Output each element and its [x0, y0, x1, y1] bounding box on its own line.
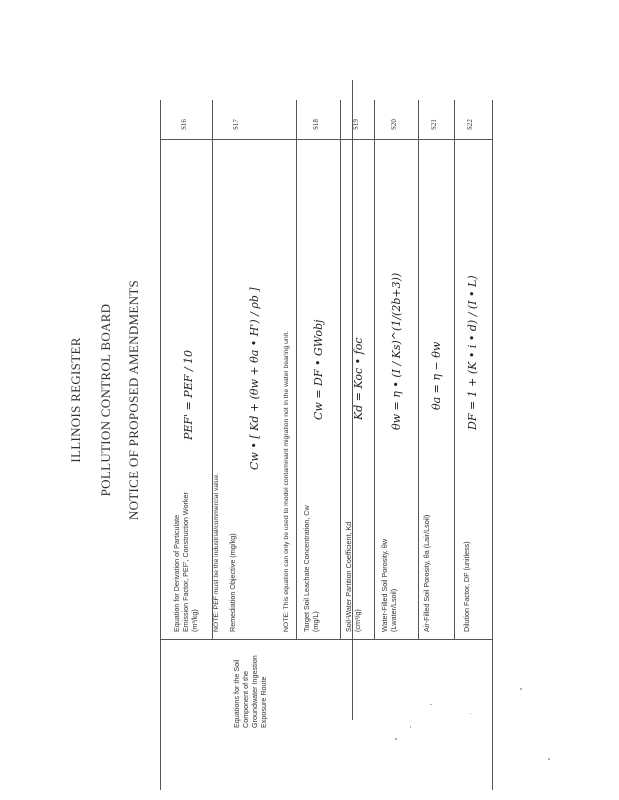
equation-s16: PEF' = PEF / 10 — [182, 349, 195, 440]
notice-title: NOTICE OF PROPOSED AMENDMENTS — [126, 279, 141, 521]
param-s17: Remediation Objective (mg/kg) — [228, 533, 237, 632]
board-title: POLLUTION CONTROL BOARD — [98, 303, 113, 497]
param-s22: Dilution Factor, DF (unitless) — [462, 541, 471, 632]
param-s20: Water-Filled Soil Porosity, θw (Lwater/Lsoil) — [380, 538, 398, 632]
scan-speck — [410, 726, 411, 728]
column-divider-1 — [160, 639, 492, 640]
equation-s19: Kd = Koc • foc — [352, 337, 365, 420]
column-divider-2 — [160, 139, 492, 140]
scan-speck — [395, 738, 397, 740]
param-s19: Soil-Water Partition Coefficient, Kd (cm³/g) — [344, 521, 362, 632]
note-s16: NOTE: PEF must be the industrial/commercial value. — [213, 472, 220, 632]
row-divider-6 — [454, 100, 455, 640]
equation-s22: DF = 1 + (K • i • d) / (I • L) — [466, 275, 479, 430]
equation-s18: Cw = DF • GWobj — [312, 319, 325, 420]
equation-s20: θw = η • (I / Ks)^(1/(2b+3)) — [390, 272, 403, 430]
table-bottom-rule — [492, 100, 493, 790]
param-s18: Target Soil Leachate Concentration, Cw (mg/L) — [302, 505, 320, 632]
note-s17: NOTE: This equation can only be used to model contaminant migration not in the water bearing unit. — [283, 331, 290, 632]
register-title: ILLINOIS REGISTER — [68, 337, 83, 463]
row-number-s18: S18 — [312, 119, 320, 130]
row-number-s22: S22 — [466, 119, 474, 130]
table-top-rule — [160, 100, 161, 790]
row-number-s17: S17 — [232, 119, 240, 130]
section-label: Equations for the Soil Component of the Groundwater Ingestion Exposure Route — [232, 655, 268, 728]
row-number-s19: S19 — [352, 119, 360, 130]
row-number-s21: S21 — [430, 119, 438, 130]
row-divider-3 — [340, 100, 341, 640]
equation-s21: θa = η − θw — [430, 341, 443, 410]
row-number-s20: S20 — [390, 119, 398, 130]
row-number-s16: S16 — [180, 119, 188, 130]
equation-s17: Cw • [ Kd + (θw + θa • H') / ρb ] — [248, 287, 261, 470]
param-s21: Air-Filled Soil Porosity, θa (Lair/Lsoil) — [422, 514, 431, 632]
scan-speck — [430, 704, 432, 705]
scan-speck — [470, 713, 471, 714]
scan-speck — [548, 758, 550, 760]
row-divider-4 — [374, 100, 375, 640]
row-divider-5 — [418, 100, 419, 640]
scan-speck — [520, 688, 522, 690]
param-s16: Equation for Derivation of Particulate Emission Factor, PEF', Construction Worker (m³/kg) — [172, 492, 199, 632]
row-divider-2 — [296, 100, 297, 640]
